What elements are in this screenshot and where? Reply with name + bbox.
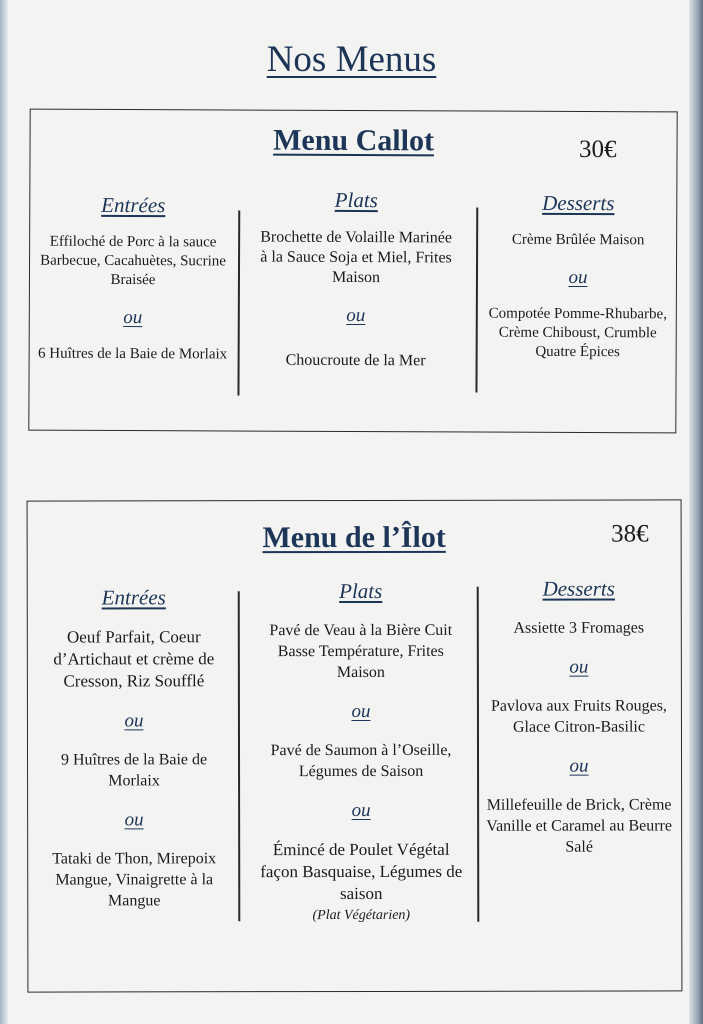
menu-item: Oeuf Parfait, Coeur d’Artichaut et crème de Cresson, Riz Soufflé	[53, 627, 215, 691]
or-separator: ou	[351, 700, 371, 723]
menu-price: 38€	[611, 520, 649, 548]
menu-ilot-box	[27, 499, 683, 992]
column-heading: Desserts	[542, 190, 615, 216]
menu-item: Effiloché de Porc à la sauce Barbecue, Cacahuètes, Sucrine Braisée	[40, 233, 226, 289]
entrees-column	[34, 587, 235, 911]
column-heading: Desserts	[542, 576, 615, 601]
menu-item: Pavé de Veau à la Bière Cuit Basse Température, Frites Maison	[269, 621, 453, 682]
page-edge-left	[0, 0, 8, 1024]
menu-item: Pavlova aux Fruits Rouges, Glace Citron-Basilic	[490, 697, 667, 736]
menu-item: Pavé de Saumon à l’Oseille, Légumes de Saison	[270, 741, 452, 781]
column-heading: Entrées	[101, 192, 166, 218]
column-heading: Plats	[339, 578, 383, 604]
column-heading: Plats	[334, 187, 378, 213]
page-title: Nos Menus	[266, 39, 437, 80]
menu-title: Menu de l’Îlot	[262, 520, 446, 555]
or-separator: ou	[124, 710, 144, 732]
desserts-column	[484, 578, 674, 857]
plats-column	[256, 187, 457, 371]
menu-title: Menu Callot	[273, 123, 435, 158]
column-divider	[477, 587, 479, 922]
or-separator: ou	[569, 656, 589, 678]
menu-item: Millefeuille de Brick, Crème Vanille et Caramel au Beurre Salé	[486, 796, 672, 856]
plats-column	[256, 578, 467, 926]
entrees-column	[38, 192, 229, 365]
menu-item: Émincé de Poulet Végétal façon Basquaise, Légumes de saison	[260, 839, 463, 904]
or-separator: ou	[568, 266, 588, 289]
menu-item: Brochette de Volaille Marinée à la Sauce Soja et Miel, Frites Maison	[260, 228, 453, 287]
page-edge-right	[689, 0, 703, 1024]
or-separator: ou	[124, 809, 144, 831]
column-divider	[475, 208, 477, 393]
menu-item: Choucroute de la Mer	[285, 351, 426, 370]
or-separator: ou	[351, 799, 371, 822]
or-separator: ou	[346, 304, 366, 327]
menu-price: 30€	[578, 135, 617, 164]
vegetarian-note: (Plat Végétarien)	[312, 907, 411, 924]
menu-item: Compotée Pomme-Rhubarbe, Crème Chiboust, Crumble Quatre Épices	[488, 305, 668, 361]
desserts-column	[488, 190, 669, 363]
menu-item: 6 Huîtres de la Baie de Morlaix	[38, 345, 228, 363]
column-divider	[237, 210, 239, 395]
or-separator: ou	[569, 755, 589, 777]
menu-callot-box	[28, 109, 677, 434]
column-heading: Entrées	[101, 585, 166, 610]
column-divider	[238, 591, 240, 921]
menu-item: Crème Brûlée Maison	[511, 231, 645, 249]
menu-item: Tataki de Thon, Mirepoix Mangue, Vinaigrette à la Mangue	[52, 850, 217, 910]
menu-item: Assiette 3 Fromages	[513, 619, 645, 637]
or-separator: ou	[123, 306, 143, 329]
menu-item: 9 Huîtres de la Baie de Morlaix	[60, 751, 208, 790]
